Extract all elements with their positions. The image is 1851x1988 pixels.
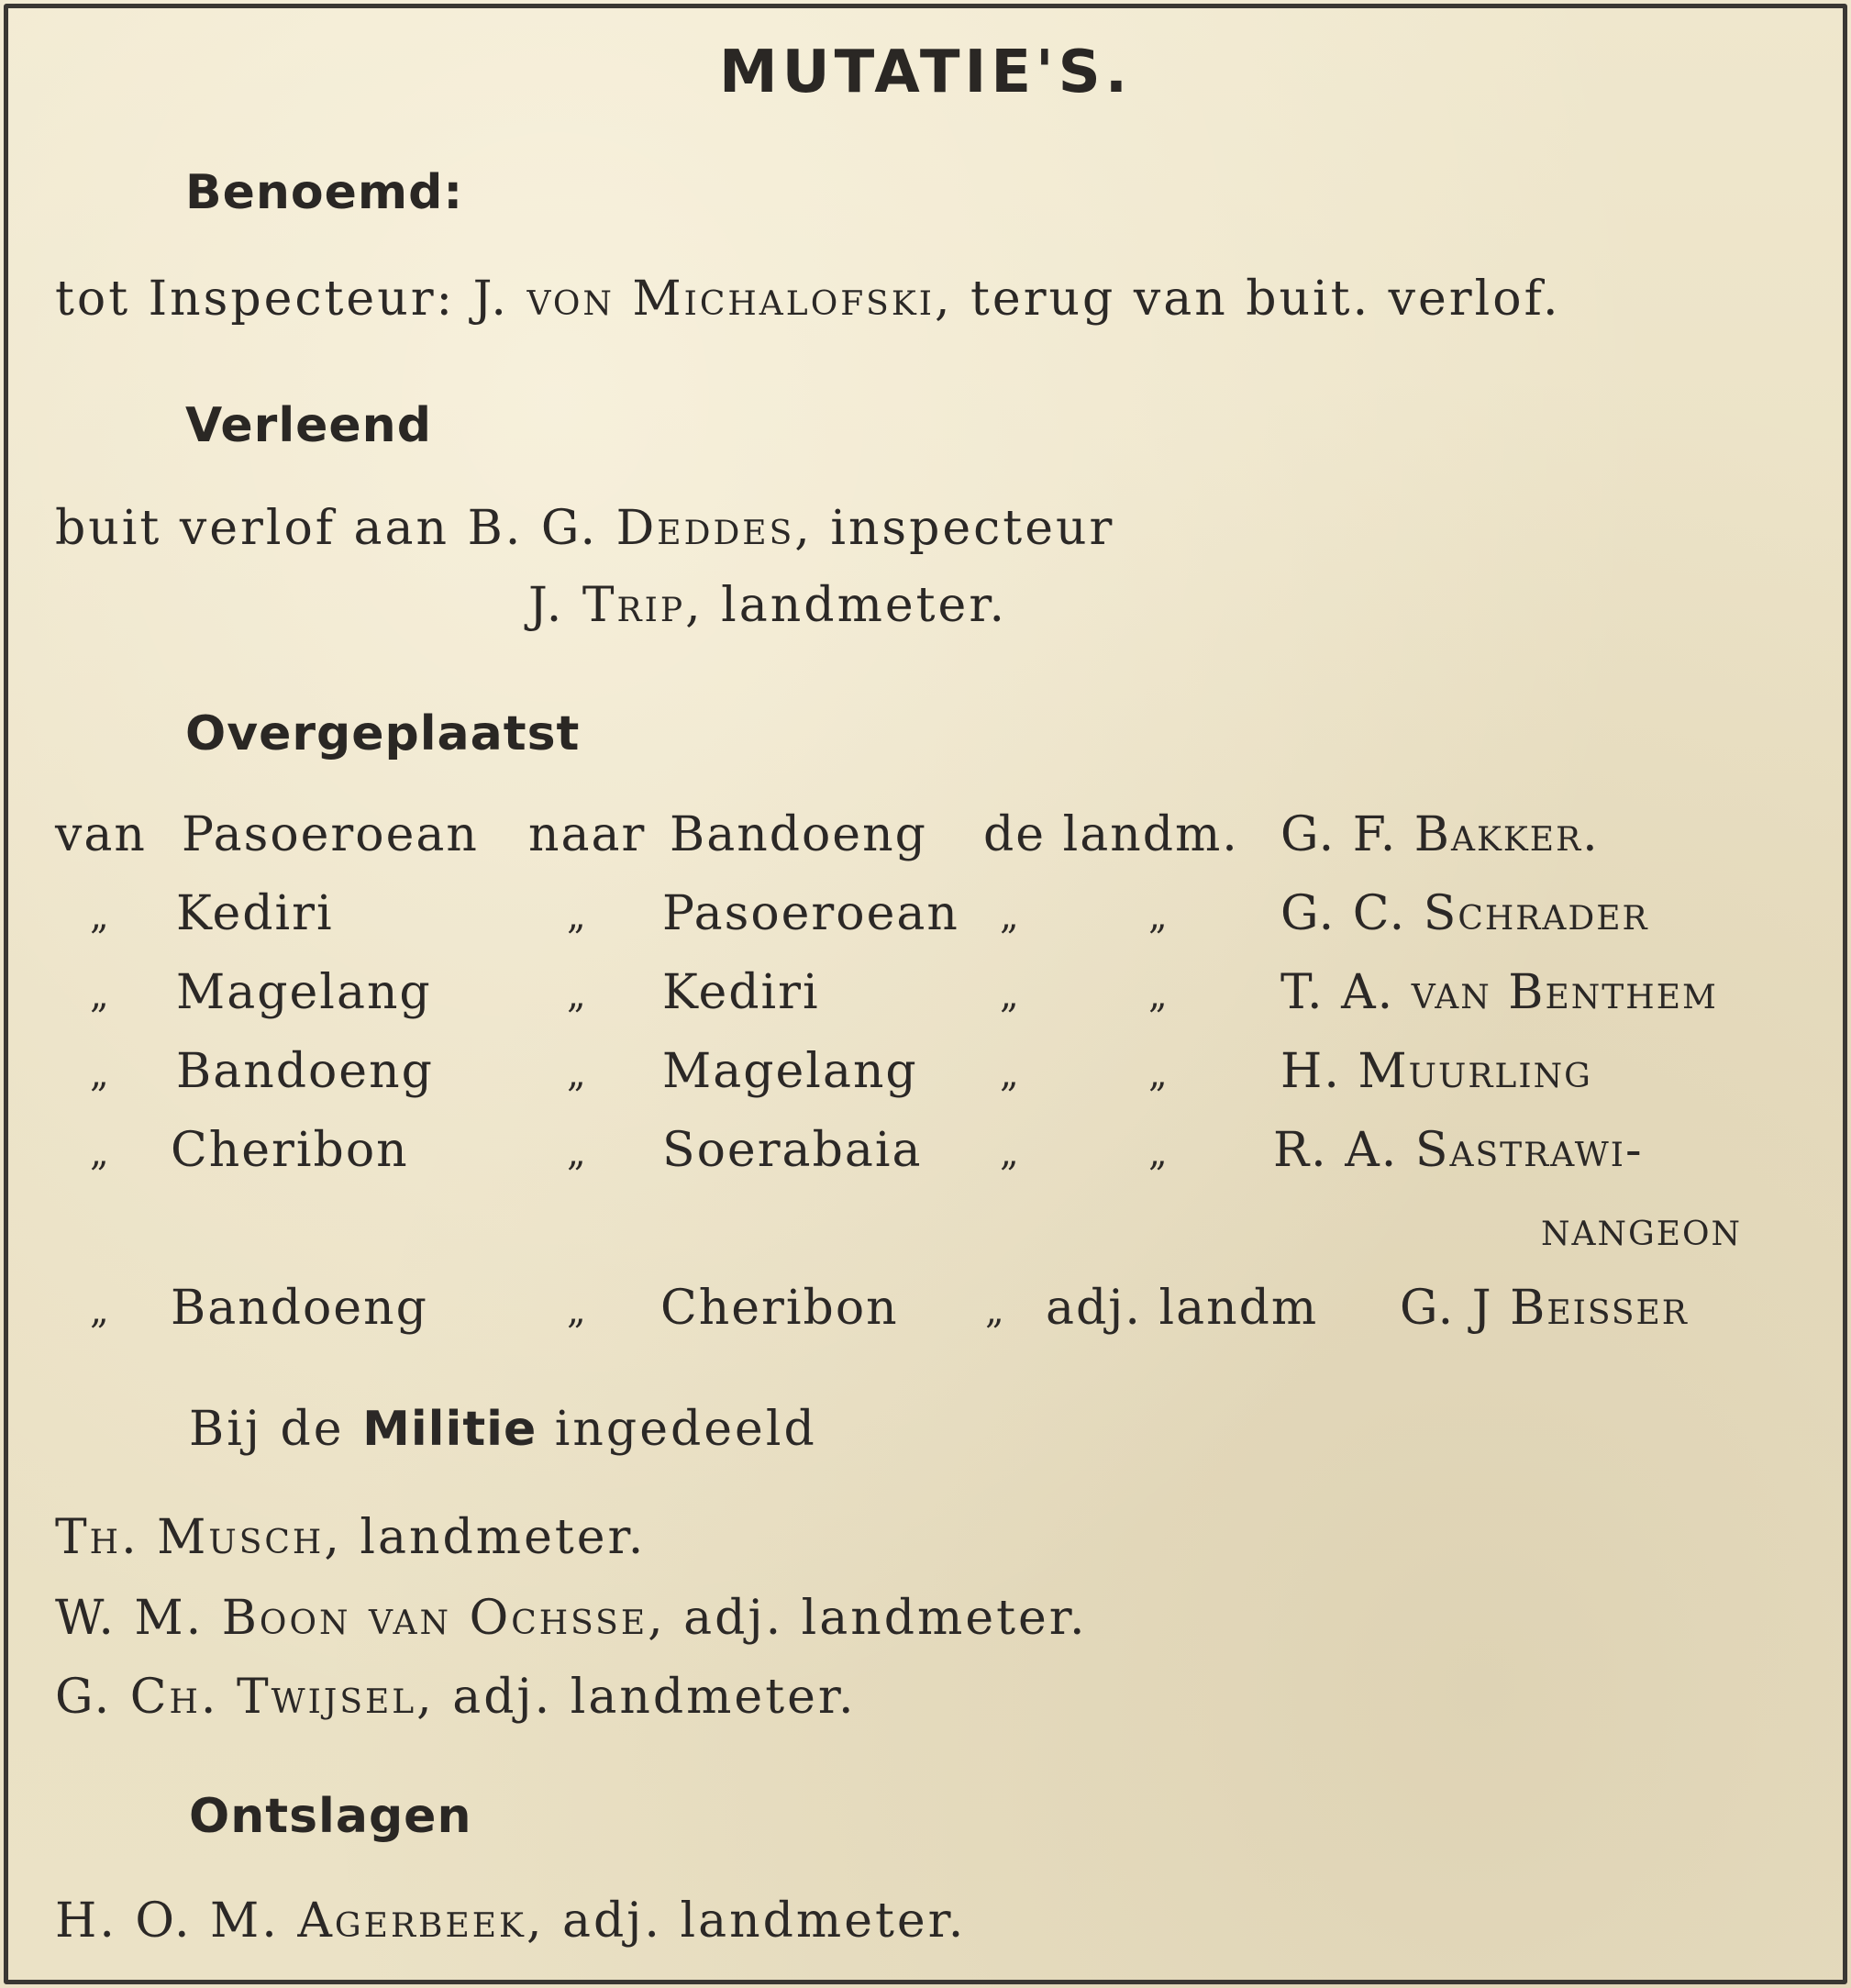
section-heading-benoemd: [185, 165, 463, 220]
ditto-mark: „: [1000, 974, 1019, 1016]
militie-entry: [55, 1670, 857, 1725]
militie-prefix: Bij de: [189, 1402, 345, 1457]
militie-suffix: ingedeeld: [554, 1402, 817, 1457]
transfer-from-2: Kediri: [176, 886, 334, 941]
transfer-role-6: adj. landm: [1046, 1281, 1319, 1336]
ditto-mark: „: [1148, 974, 1168, 1016]
page-title: MUTATIE'S.: [718, 39, 1133, 106]
ditto-mark: „: [90, 1132, 109, 1174]
transfer-from-3: Magelang: [176, 965, 432, 1020]
section-heading-overgeplaatst: Overgeplaatst: [185, 706, 581, 761]
ditto-mark: „: [985, 1290, 1004, 1332]
transfer-from-4: Bandoeng: [176, 1044, 434, 1099]
verleend-entry-2: [528, 578, 1007, 633]
verleend-name-1: B. G. Deddes,: [467, 501, 813, 556]
transfer-to-3: Kediri: [662, 965, 820, 1020]
ditto-mark: „: [1000, 895, 1019, 938]
ditto-mark: „: [90, 974, 109, 1016]
transfer-name-4: H. Muurling: [1280, 1044, 1592, 1099]
militie-entry-name: G. Ch. Twijsel,: [55, 1670, 435, 1725]
verleend-role-2: landmeter.: [721, 578, 1008, 633]
ditto-mark: „: [90, 1290, 109, 1332]
ditto-mark: „: [1000, 1053, 1019, 1095]
transfer-to-1: Bandoeng: [670, 807, 927, 862]
transfer-from-6: Bandoeng: [171, 1281, 428, 1336]
militie-entry: [55, 1510, 646, 1565]
ditto-mark: „: [567, 974, 586, 1016]
militie-entry-role: landmeter.: [360, 1510, 647, 1565]
ditto-mark: „: [1148, 895, 1168, 938]
verleend-name-2: J. Trip,: [528, 578, 704, 633]
transfer-name-2: G. C. Schrader: [1280, 886, 1649, 941]
benoemd-entry: [55, 272, 1561, 327]
ditto-mark: „: [567, 895, 586, 938]
transfer-role-1: de landm.: [983, 807, 1239, 862]
section-heading-ontslagen: Ontslagen: [189, 1789, 472, 1844]
ditto-mark: „: [1148, 1132, 1168, 1174]
ontslagen-entry: [55, 1894, 966, 1949]
transfer-van-word: van: [55, 807, 147, 862]
ditto-mark: „: [567, 1132, 586, 1174]
militie-entry-role: adj. landmeter.: [683, 1591, 1088, 1646]
verleend-role-1: inspecteur: [830, 501, 1115, 556]
benoemd-name: J. von Michalofski,: [472, 272, 953, 327]
ditto-mark: „: [90, 1053, 109, 1095]
transfer-name-6: G. J Beisser: [1400, 1281, 1689, 1336]
section-heading-verleend: Verleend: [185, 398, 432, 453]
transfer-to-4: Magelang: [662, 1044, 918, 1099]
ditto-mark: „: [90, 895, 109, 938]
benoemd-heading-text: Benoemd: [185, 165, 444, 220]
militie-word: Militie: [362, 1402, 538, 1457]
ontslagen-entry-name: H. O. M. Agerbeek,: [55, 1894, 545, 1949]
benoemd-colon: :: [443, 165, 464, 220]
verleend-prefix: buit verlof aan: [55, 501, 450, 556]
ditto-mark: „: [1000, 1132, 1019, 1174]
militie-entry-name: Th. Musch,: [55, 1510, 342, 1565]
militie-entry-name: W. M. Boon van Ochsse,: [55, 1591, 666, 1646]
transfer-from-1: Pasoeroean: [182, 807, 479, 862]
transfer-from-5: Cheribon: [171, 1123, 409, 1178]
transfer-name-3: T. A. van Benthem: [1280, 965, 1718, 1020]
transfer-to-2: Pasoeroean: [662, 886, 959, 941]
verleend-entry-1: [55, 501, 1114, 556]
ditto-mark: „: [567, 1053, 586, 1095]
benoemd-prefix: tot Inspecteur:: [55, 272, 456, 327]
militie-entry-role: adj. landmeter.: [452, 1670, 857, 1725]
transfer-name-5-continued: nangeon: [1541, 1202, 1743, 1257]
transfer-to-5: Soerabaia: [662, 1123, 923, 1178]
militie-entry: [55, 1591, 1087, 1646]
ontslagen-entry-role: adj. landmeter.: [562, 1894, 967, 1949]
ditto-mark: „: [567, 1290, 586, 1332]
transfer-naar-word: naar: [528, 807, 647, 862]
transfer-to-6: Cheribon: [660, 1281, 899, 1336]
benoemd-suffix: terug van buit. verlof.: [970, 272, 1561, 327]
transfer-name-5: R. A. Sastrawi-: [1273, 1123, 1644, 1178]
section-heading-militie: [189, 1402, 817, 1457]
transfer-name-1: G. F. Bakker.: [1280, 807, 1600, 862]
ditto-mark: „: [1148, 1053, 1168, 1095]
